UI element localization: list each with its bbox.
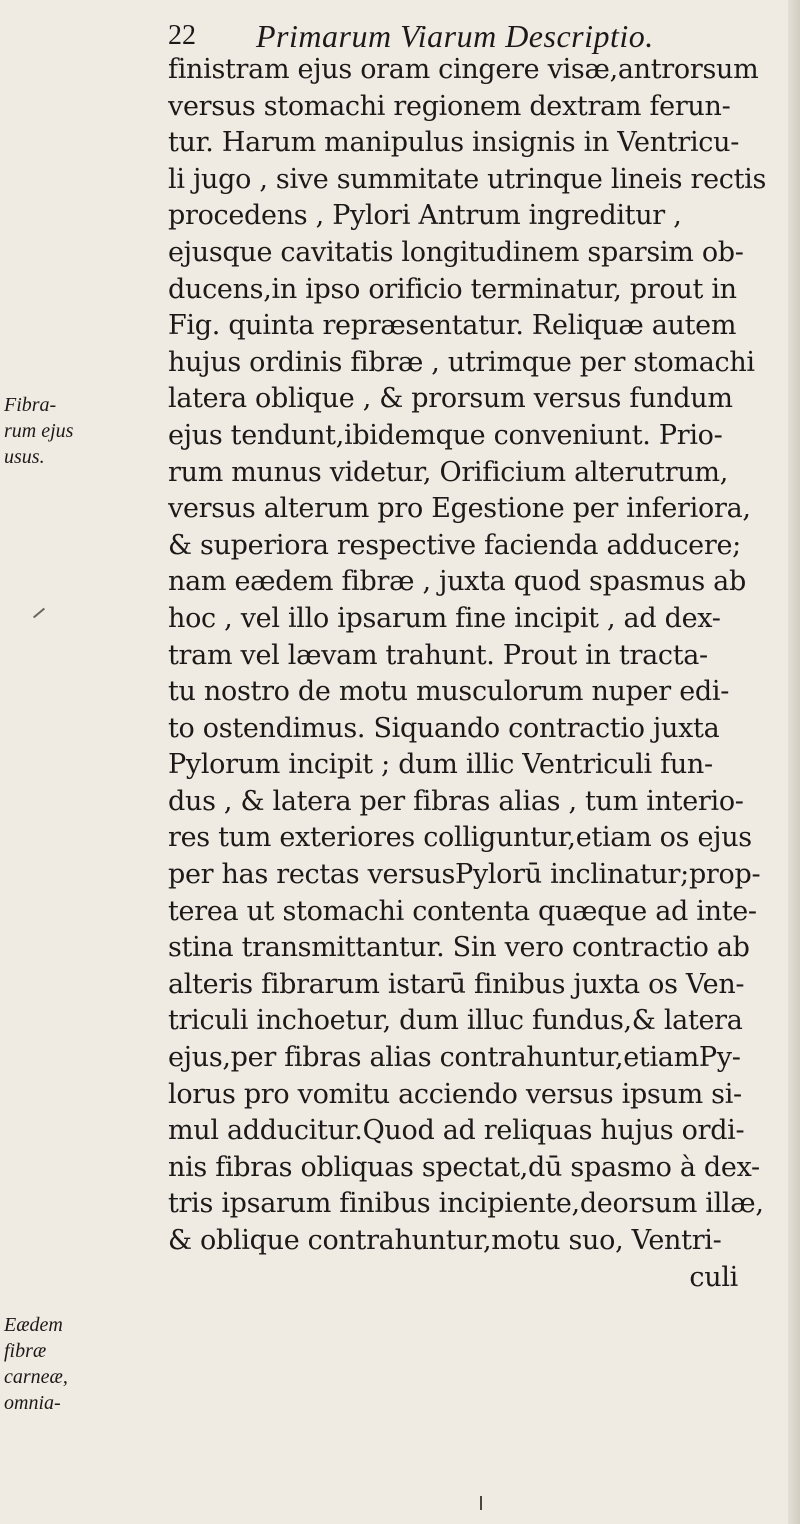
margin-note-eaedem-fibrae xyxy=(4,1312,94,1416)
text-line: triculi inchoetur, dum illuc fundus,& latera xyxy=(168,1005,743,1037)
text-line: versus stomachi regionem dextram ferun- xyxy=(168,90,731,122)
text-line: alteris fibrarum istarū finibus juxta os Ven- xyxy=(168,968,745,1000)
margin-note-line: Eædem xyxy=(4,1314,63,1336)
text-line: nis fibras obliquas spectat,dū spasmo à dex- xyxy=(168,1151,760,1183)
text-line: mul adducitur.Quod ad reliquas hujus ordi- xyxy=(168,1115,745,1147)
margin-note-fibrarum-usus xyxy=(4,392,94,470)
text-line: ducens,in ipso orificio terminatur, prout in xyxy=(168,273,737,305)
text-line: ejus,per fibras alias contrahuntur,etiamPy- xyxy=(168,1042,741,1074)
text-line: tu nostro de motu musculorum nuper edi- xyxy=(168,676,730,708)
page-number: 22 xyxy=(168,20,196,51)
text-line: & oblique contrahuntur,motu suo, Ventri- xyxy=(168,1225,722,1256)
text-line: hoc , vel illo ipsarum fine incipit , ad dex- xyxy=(168,602,721,634)
stray-ink-mark xyxy=(33,608,45,619)
text-line: li jugo , sive summitate utrinque lineis rectis xyxy=(168,163,767,195)
text-line: latera oblique , & prorsum versus fundum xyxy=(168,383,733,415)
running-title: Primarum Viarum Descriptio. xyxy=(256,18,654,54)
text-line: to ostendimus. Siquando contractio juxta xyxy=(168,712,720,744)
text-line: culi xyxy=(689,1261,738,1293)
text-line: versus alterum pro Egestione per inferiora, xyxy=(168,493,751,525)
text-line: lorus pro vomitu acciendo versus ipsum si- xyxy=(168,1078,742,1110)
text-line: per has rectas versusPylorū inclinatur;prop- xyxy=(168,859,761,891)
text-line: hujus ordinis fibræ , utrimque per stomachi xyxy=(168,346,755,378)
text-line: res tum exteriores colliguntur,etiam os ejus xyxy=(168,822,752,854)
text-line: dus , & latera per fibras alias , tum interio- xyxy=(168,785,744,817)
text-line: tur. Harum manipulus insignis in Ventricu- xyxy=(168,127,740,159)
text-line: nam eædem fibræ , juxta quod spasmus ab xyxy=(168,566,746,598)
text-line: terea ut stomachi contenta quæque ad inte- xyxy=(168,895,757,927)
margin-note-line: carneæ, xyxy=(4,1366,68,1388)
text-line: finistram ejus oram cingere visæ,antrorsum xyxy=(168,54,759,85)
margin-note-line: Fibra- xyxy=(4,394,57,416)
text-line: Fig. quinta repræsentatur. Reliquæ autem xyxy=(168,310,737,342)
margin-note-line: fibræ xyxy=(4,1340,47,1362)
margin-note-line: omnia- xyxy=(4,1392,61,1414)
margin-note-line: usus. xyxy=(4,446,45,468)
margin-note-line: rum ejus xyxy=(4,420,74,442)
text-line: procedens , Pylori Antrum ingreditur , xyxy=(168,200,682,232)
text-line: Pylorum incipit ; dum illic Ventriculi fun- xyxy=(168,749,713,781)
footer-mark xyxy=(480,1496,482,1510)
text-line: rum munus videtur, Orificium alterutrum, xyxy=(168,456,729,488)
page-edge xyxy=(788,0,800,1524)
text-line: tram vel lævam trahunt. Prout in tracta- xyxy=(168,639,708,671)
text-line: ejus tendunt,ibidemque conveniunt. Prio- xyxy=(168,419,723,451)
text-line: stina transmittantur. Sin vero contractio ab xyxy=(168,932,750,964)
body-text xyxy=(168,52,778,1296)
text-line: & superiora respective facienda adducere; xyxy=(168,529,741,561)
text-line: tris ipsarum finibus incipiente,deorsum illæ, xyxy=(168,1188,764,1220)
text-line: ejusque cavitatis longitudinem sparsim ob- xyxy=(168,236,744,268)
